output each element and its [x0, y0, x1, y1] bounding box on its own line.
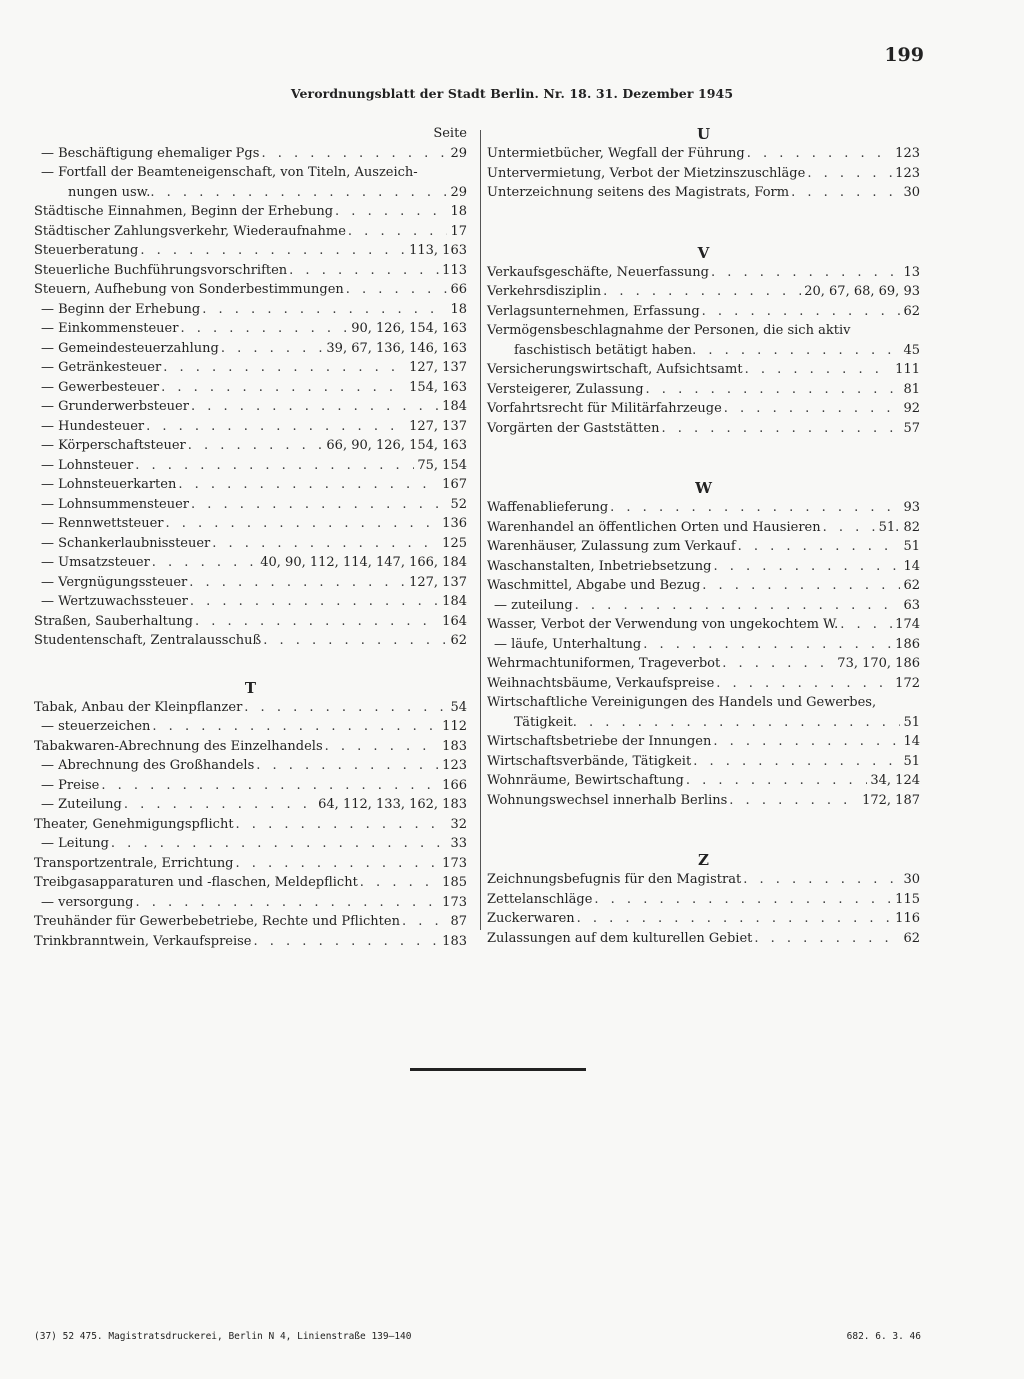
entry-pages: 154, 163 — [409, 379, 467, 395]
dot-leader — [195, 612, 439, 632]
index-entry — [487, 263, 920, 283]
index-entry — [487, 909, 920, 929]
index-entry — [34, 456, 467, 476]
dot-leader — [140, 241, 406, 261]
entry-text: Straßen, Sauberhaltung — [34, 613, 193, 629]
dot-leader — [402, 912, 447, 932]
index-entry — [34, 717, 467, 737]
entry-text: — Umsatzsteuer — [41, 555, 150, 570]
dot-leader — [166, 514, 440, 534]
dot-leader — [254, 932, 440, 952]
entry-pages: 40, 90, 112, 114, 147, 166, 184 — [260, 555, 467, 570]
entry-text: — Lohnsteuerkarten — [41, 477, 177, 492]
dot-leader — [692, 341, 900, 361]
entry-pages: 127, 137 — [409, 360, 467, 375]
entry-text: — Lohnsummensteuer — [41, 496, 189, 512]
imprint-footer: (37) 52 475. Magistratsdruckerei, Berlin N 4, Linienstraße 139—140 — [34, 1331, 412, 1342]
section-gap — [487, 203, 920, 243]
dot-leader — [221, 339, 324, 359]
entry-text: — Gemeindesteuerzahlung — [41, 340, 219, 356]
page-number: 199 — [884, 44, 924, 66]
dot-leader — [747, 144, 892, 164]
dot-leader — [702, 302, 901, 322]
index-entry — [34, 339, 467, 359]
dot-leader — [823, 518, 876, 538]
index-entry — [487, 183, 920, 203]
entry-pages: 173 — [442, 894, 467, 910]
dot-leader — [212, 534, 439, 554]
entry-text: Wirtschaftsverbände, Tätigkeit — [487, 753, 692, 769]
dot-leader — [643, 635, 892, 655]
dot-leader — [686, 771, 868, 791]
dot-leader — [693, 752, 900, 772]
entry-text-line1: — Fortfall der Beamteneigenschaft, von Titeln, Auszeich- — [41, 165, 418, 180]
index-entry — [34, 378, 467, 398]
index-entry — [487, 929, 920, 949]
dot-leader — [135, 456, 414, 476]
entry-text: Wehrmachtuniformen, Trageverbot — [487, 656, 721, 671]
entry-text-line2: faschistisch betätigt haben — [514, 342, 693, 358]
index-entry — [487, 771, 920, 791]
dot-leader — [713, 557, 900, 577]
dot-leader — [152, 553, 257, 573]
dot-leader — [840, 615, 892, 635]
dot-leader — [189, 573, 406, 593]
entry-pages: 174 — [895, 617, 920, 632]
entry-text-line2: nungen usw. — [68, 184, 151, 200]
dot-leader — [178, 475, 439, 495]
entry-text-line1: Vermögensbeschlagnahme der Personen, die sich aktiv — [487, 323, 851, 338]
index-entry — [487, 752, 920, 772]
index-entry — [34, 514, 467, 534]
entry-text: — Grunderwerbsteuer — [41, 399, 189, 414]
index-entry — [487, 282, 920, 302]
entry-pages: 54 — [450, 699, 467, 715]
entry-text: — Einkommensteuer — [41, 321, 179, 336]
dot-leader — [124, 795, 315, 815]
entry-text: Zeichnungsbefugnis für den Magistrat — [487, 872, 742, 887]
entry-text: Versteigerer, Zulassung — [487, 381, 644, 397]
index-entry — [34, 932, 467, 952]
section-gap — [487, 810, 920, 850]
index-entry — [34, 612, 467, 632]
entry-pages: 64, 112, 133, 162, 183 — [318, 797, 467, 812]
entry-pages: 29 — [450, 184, 467, 200]
index-entry — [34, 417, 467, 437]
entry-text: Wohnräume, Bewirtschaftung — [487, 773, 684, 788]
entry-pages: 123 — [895, 165, 920, 181]
entry-text: — Wertzuwachssteuer — [41, 594, 188, 609]
dot-leader — [662, 419, 901, 439]
running-header: Verordnungsblatt der Stadt Berlin. Nr. 18. 31. Dezember 1945 — [290, 86, 734, 101]
index-entry — [487, 732, 920, 752]
dot-leader — [610, 498, 900, 518]
entry-pages: 51. 82 — [878, 519, 920, 535]
entry-text: Zuckerwaren — [487, 911, 575, 926]
entry-text: — Getränkesteuer — [41, 360, 162, 375]
entry-pages: 173 — [442, 855, 467, 871]
dot-leader — [738, 537, 901, 557]
entry-text: Wasser, Verbot der Verwendung von ungekochtem W. — [487, 617, 839, 632]
dot-leader — [236, 815, 448, 835]
dot-leader — [325, 737, 440, 757]
entry-text: Studentenschaft, Zentralausschuß — [34, 633, 262, 648]
entry-text-line2: Tätigkeit — [514, 714, 573, 730]
section-letter: Z — [698, 851, 709, 869]
dot-leader — [594, 890, 892, 910]
index-entry — [34, 280, 467, 300]
entry-text: Städtischer Zahlungsverkehr, Wiederaufnahme — [34, 223, 346, 239]
section-letter: U — [696, 125, 711, 143]
entry-text: Vorgärten der Gaststätten — [487, 420, 660, 436]
index-column-right — [487, 124, 920, 948]
index-entry — [34, 202, 467, 222]
index-entry — [34, 756, 467, 776]
entry-pages: 62 — [903, 303, 920, 319]
entry-pages: 166 — [442, 777, 467, 793]
dot-leader — [577, 909, 893, 929]
dot-leader — [360, 873, 439, 893]
entry-text: Untervermietung, Verbot der Mietzinszuschläge — [487, 165, 806, 181]
section-gap — [34, 651, 467, 678]
entry-pages: 87 — [450, 914, 467, 929]
entry-pages: 30 — [903, 185, 920, 200]
dot-leader — [646, 380, 901, 400]
entry-text: Versicherungswirtschaft, Aufsichtsamt — [487, 362, 743, 377]
entry-text: Tabak, Anbau der Kleinpflanzer — [34, 699, 243, 715]
entry-text: Steuern, Aufhebung von Sonderbestimmungen — [34, 282, 344, 297]
entry-pages: 115 — [895, 891, 920, 907]
dot-leader — [146, 417, 406, 437]
entry-pages: 57 — [903, 420, 920, 436]
index-entry — [34, 698, 467, 718]
entry-pages: 127, 137 — [409, 418, 467, 434]
entry-text: Warenhandel an öffentlichen Orten und Hausieren — [487, 519, 821, 535]
section-letter: V — [697, 243, 710, 262]
index-entry — [34, 222, 467, 242]
entry-pages: 30 — [903, 872, 920, 887]
entry-text-line1: Wirtschaftliche Vereinigungen des Handels und Gewerbes, — [487, 695, 877, 710]
entry-text: — Schankerlaubnissteuer — [41, 535, 211, 551]
entry-pages: 93 — [903, 500, 920, 515]
entry-pages: 66 — [450, 282, 467, 297]
seite-label: Seite — [433, 126, 467, 141]
index-entry — [487, 635, 920, 655]
entry-pages: 18 — [450, 301, 467, 317]
entry-pages: 33 — [450, 836, 467, 851]
dot-leader — [791, 183, 900, 203]
section-gap — [487, 438, 920, 478]
entry-pages: 66, 90, 126, 154, 163 — [326, 438, 467, 453]
index-entry — [34, 300, 467, 320]
entry-text: Wohnungswechsel innerhalb Berlins — [487, 792, 728, 808]
entry-text: Waschmittel, Abgabe und Bezug — [487, 578, 701, 593]
dot-leader — [743, 870, 900, 890]
entry-pages: 172, 187 — [862, 792, 920, 808]
entry-pages: 111 — [895, 362, 920, 377]
dot-leader — [191, 397, 439, 417]
entry-pages: 184 — [442, 399, 467, 414]
dot-leader — [161, 378, 406, 398]
entry-pages: 183 — [442, 738, 467, 754]
entry-text: Weihnachtsbäume, Verkaufspreise — [487, 675, 715, 691]
entry-pages: 51 — [903, 753, 920, 769]
entry-continuation — [41, 183, 467, 203]
index-entry — [487, 321, 920, 360]
index-entry — [34, 776, 467, 796]
entry-text: — Lohnsteuer — [41, 457, 134, 473]
entry-pages: 81 — [903, 381, 920, 397]
entry-text: — Zuteilung — [41, 797, 122, 812]
entry-text: Trinkbranntwein, Verkaufspreise — [34, 933, 252, 949]
dot-leader — [256, 756, 439, 776]
entry-pages: 125 — [442, 535, 467, 551]
index-entry — [34, 573, 467, 593]
index-entry — [487, 419, 920, 439]
index-entry — [34, 397, 467, 417]
entry-text: — zuteilung — [494, 597, 573, 613]
entry-pages: 51 — [903, 714, 920, 730]
entry-pages: 172 — [895, 675, 920, 691]
entry-pages: 39, 67, 136, 146, 163 — [326, 340, 467, 356]
dot-leader — [289, 261, 439, 281]
dot-leader — [152, 717, 439, 737]
dot-leader — [729, 791, 859, 811]
index-entry — [34, 631, 467, 651]
dot-leader — [263, 631, 447, 651]
entry-text: Unterzeichnung seitens des Magistrats, Form — [487, 185, 790, 200]
entry-text: Tabakwaren-Abrechnung des Einzelhandels — [34, 738, 323, 754]
dot-leader — [603, 282, 801, 302]
entry-pages: 17 — [450, 223, 467, 239]
dot-leader — [136, 893, 440, 913]
index-entry — [487, 890, 920, 910]
dot-leader — [150, 183, 447, 203]
dot-leader — [191, 495, 447, 515]
entry-pages: 185 — [442, 875, 467, 890]
index-entry — [34, 495, 467, 515]
entry-pages: 18 — [450, 204, 467, 219]
dot-leader — [111, 834, 448, 854]
entry-text: — Preise — [41, 777, 100, 793]
dot-leader — [202, 300, 447, 320]
section-letter: W — [695, 479, 712, 497]
index-entry — [487, 693, 920, 732]
dot-leader — [261, 144, 447, 164]
entry-pages: 62 — [903, 930, 920, 946]
dot-leader — [236, 854, 440, 874]
entry-pages: 123 — [442, 758, 467, 773]
index-entry — [34, 553, 467, 573]
entry-pages: 75, 154 — [417, 457, 467, 473]
entry-pages: 183 — [442, 933, 467, 949]
entry-text: Zulassungen auf dem kulturellen Gebiet — [487, 930, 753, 946]
index-entry — [487, 164, 920, 184]
entry-text: Theater, Genehmigungspflicht — [34, 816, 234, 832]
entry-pages: 116 — [895, 911, 920, 926]
entry-pages: 136 — [442, 516, 467, 531]
index-entry — [487, 596, 920, 616]
index-entry — [487, 557, 920, 577]
entry-text: — läufe, Unterhaltung — [494, 636, 642, 652]
entry-pages: 62 — [903, 578, 920, 593]
dot-leader — [724, 399, 901, 419]
index-entry — [487, 399, 920, 419]
entry-pages: 73, 170, 186 — [837, 656, 920, 671]
entry-pages: 164 — [442, 613, 467, 629]
index-entry — [34, 534, 467, 554]
entry-pages: 167 — [442, 477, 467, 492]
dot-leader — [722, 654, 834, 674]
entry-pages: 62 — [450, 633, 467, 648]
index-entry — [487, 654, 920, 674]
entry-text: Treibgasapparaturen und -flaschen, Meldepflicht — [34, 875, 358, 890]
entry-text: Verkaufsgeschäfte, Neuerfassung — [487, 264, 709, 280]
entry-text: — versorgung — [41, 894, 134, 910]
entry-text: Zettelanschläge — [487, 891, 593, 907]
dot-leader — [188, 436, 324, 456]
entry-text: Verkehrsdisziplin — [487, 284, 602, 299]
dot-leader — [180, 319, 348, 339]
entry-text: Vorfahrtsrecht für Militärfahrzeuge — [487, 401, 722, 416]
dot-leader — [346, 280, 448, 300]
entry-pages: 29 — [450, 145, 467, 161]
print-date-footer: 682. 6. 3. 46 — [846, 1331, 921, 1342]
entry-continuation — [487, 341, 920, 361]
dot-leader — [807, 164, 892, 184]
entry-pages: 45 — [903, 342, 920, 358]
entry-pages: 113, 163 — [409, 243, 467, 258]
entry-text: Städtische Einnahmen, Beginn der Erhebung — [34, 204, 334, 219]
entry-pages: 184 — [442, 594, 467, 609]
entry-pages: 112 — [442, 719, 467, 734]
entry-text: Treuhänder für Gewerbebetriebe, Rechte und Pflichten — [34, 914, 400, 929]
entry-text: Transportzentrale, Errichtung — [34, 855, 234, 871]
entry-pages: 127, 137 — [409, 574, 467, 590]
index-entry — [34, 358, 467, 378]
index-entry — [487, 576, 920, 596]
entry-text: — Beginn der Erhebung — [41, 301, 201, 317]
entry-text: — Gewerbesteuer — [41, 379, 160, 395]
dot-leader — [754, 929, 900, 949]
entry-pages: 113 — [442, 262, 467, 278]
index-entry — [487, 498, 920, 518]
dot-leader — [702, 576, 900, 596]
dot-leader — [573, 713, 901, 733]
index-entry — [34, 834, 467, 854]
index-entry — [34, 163, 467, 202]
section-letter: T — [244, 678, 257, 697]
index-entry — [34, 815, 467, 835]
entry-text: Waschanstalten, Inbetriebsetzung — [487, 558, 712, 574]
entry-text: — Rennwettsteuer — [41, 516, 164, 531]
entry-pages: 186 — [895, 636, 920, 652]
entry-text: — Beschäftigung ehemaliger Pgs — [41, 145, 260, 161]
dot-leader — [716, 674, 892, 694]
dot-leader — [163, 358, 406, 378]
closing-rule — [410, 1068, 586, 1071]
dot-leader — [575, 596, 901, 616]
index-entry — [487, 870, 920, 890]
index-entry — [34, 795, 467, 815]
index-entry — [34, 261, 467, 281]
entry-text: Steuerliche Buchführungsvorschriften — [34, 262, 288, 278]
index-entry — [34, 854, 467, 874]
entry-text: Waffenablieferung — [487, 500, 609, 515]
entry-pages: 14 — [903, 558, 920, 574]
entry-text: Wirtschaftsbetriebe der Innungen — [487, 734, 712, 749]
index-entry — [487, 380, 920, 400]
entry-pages: 52 — [450, 496, 467, 512]
index-column-left — [34, 124, 467, 951]
dot-leader — [713, 732, 900, 752]
entry-text: — Abrechnung des Großhandels — [41, 758, 255, 773]
dot-leader — [101, 776, 439, 796]
entry-pages: 123 — [895, 146, 920, 161]
index-entry — [487, 791, 920, 811]
entry-text: — Vergnügungssteuer — [41, 574, 188, 590]
entry-text: — Hundesteuer — [41, 418, 145, 434]
index-entry — [34, 873, 467, 893]
entry-continuation — [487, 713, 920, 733]
dot-leader — [711, 263, 900, 283]
dot-leader — [335, 202, 447, 222]
index-entry — [34, 144, 467, 164]
index-entry — [34, 737, 467, 757]
entry-pages: 14 — [903, 734, 920, 749]
index-entry — [34, 319, 467, 339]
entry-text: — steuerzeichen — [41, 719, 151, 734]
entry-text: Warenhäuser, Zulassung zum Verkauf — [487, 539, 736, 554]
dot-leader — [348, 222, 448, 242]
entry-pages: 32 — [450, 816, 467, 832]
entry-text: Verlagsunternehmen, Erfassung — [487, 303, 700, 319]
entry-text: Steuerberatung — [34, 243, 139, 258]
entry-pages: 90, 126, 154, 163 — [351, 321, 467, 336]
dot-leader — [244, 698, 447, 718]
index-entry — [34, 241, 467, 261]
index-entry — [487, 144, 920, 164]
dot-leader — [190, 592, 439, 612]
entry-pages: 34, 124 — [870, 773, 920, 788]
index-entry — [34, 893, 467, 913]
entry-pages: 92 — [903, 401, 920, 416]
index-entry — [34, 912, 467, 932]
index-entry — [487, 537, 920, 557]
index-entry — [487, 518, 920, 538]
entry-text: — Körperschaftsteuer — [41, 438, 186, 453]
index-entry — [487, 360, 920, 380]
index-entry — [487, 674, 920, 694]
column-divider — [480, 130, 481, 930]
index-entry — [34, 592, 467, 612]
index-entry — [34, 475, 467, 495]
entry-pages: 13 — [903, 264, 920, 280]
entry-pages: 51 — [903, 539, 920, 554]
index-entry — [487, 302, 920, 322]
entry-text: — Leitung — [41, 836, 109, 851]
index-entry — [34, 436, 467, 456]
dot-leader — [745, 360, 893, 380]
index-entry — [487, 615, 920, 635]
entry-pages: 63 — [903, 597, 920, 613]
entry-text: Untermietbücher, Wegfall der Führung — [487, 146, 745, 161]
entry-pages: 20, 67, 68, 69, 93 — [804, 284, 920, 299]
